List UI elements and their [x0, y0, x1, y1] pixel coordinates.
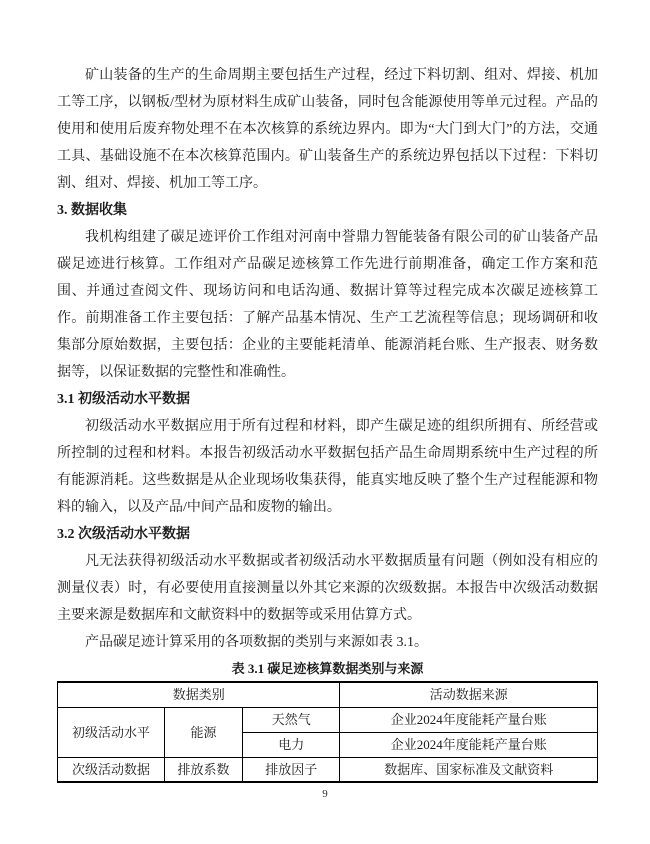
- cell-secondary-data: 次级活动数据: [58, 757, 165, 782]
- cell-primary-level: 初级活动水平: [58, 707, 165, 757]
- paragraph-table-intro: 产品碳足迹计算采用的各项数据的类别与来源如表 3.1。: [85, 635, 428, 650]
- table-header-row: [58, 682, 598, 707]
- paragraph-secondary-activity: 凡无法获得初级活动水平数据或者初级活动水平数据质量有问题（例如没有相应的测量仪表）时，有必要使用直接测量以外其它来源的次级数据。本报告中次级活动数据主要来源是数据库和文献资料中的数据等或采用估算方式。: [57, 554, 598, 623]
- cell-emission-factor: 排放因子: [243, 757, 340, 782]
- cell-emission-coefficient: 排放系数: [164, 757, 242, 782]
- heading-secondary-activity: 3.2 次级活动水平数据: [57, 527, 190, 542]
- table-caption: 表 3.1 碳足迹核算数据类别与来源: [231, 661, 424, 676]
- table-header-source: 活动数据来源: [340, 682, 598, 707]
- heading-primary-activity: 3.1 初级活动水平数据: [57, 392, 190, 407]
- page-number: 9: [322, 788, 328, 800]
- paragraph-primary-activity: 初级活动水平数据应用于所有过程和材料，即产生碳足迹的组织所拥有、所经营或所控制的过程和材料。本报告初级活动水平数据包括产品生命周期系统中生产过程的所有能源消耗。这些数据是从企业现场收集获得，能真实地反映了整个生产过程能源和物料的输入，以及产品/中间产品和废物的输出。: [57, 419, 598, 515]
- data-source-table: [57, 681, 598, 783]
- cell-electricity-source: 企业2024年度能耗产量台账: [340, 732, 598, 757]
- cell-electricity: 电力: [243, 732, 340, 757]
- cell-secondary-source: 数据库、国家标准及文献资料: [340, 757, 598, 782]
- paragraph-preparation: 我机构组建了碳足迹评价工作组对河南中誉鼎力智能装备有限公司的矿山装备产品碳足迹进行核算。工作组对产品碳足迹核算工作先进行前期准备，确定工作方案和范围、并通过查阅文件、现场访问和电话沟通、数据计算等过程完成本次碳足迹核算工作。前期准备工作主要包括：了解产品基本情况、生产工艺流程等信息；现场调研和收集部分原始数据，主要包括：企业的主要能耗清单、能源消耗台账、生产报表、财务数据等，以保证数据的完整性和准确性。: [57, 230, 598, 380]
- heading-data-collection: 3. 数据收集: [57, 203, 127, 218]
- cell-natural-gas-source: 企业2024年度能耗产量台账: [340, 707, 598, 732]
- table-header-category: 数据类别: [58, 682, 340, 707]
- table-row-secondary: [58, 757, 598, 782]
- cell-natural-gas: 天然气: [243, 707, 340, 732]
- table-row-natural-gas: [58, 707, 598, 732]
- cell-energy: 能源: [164, 707, 242, 757]
- paragraph-lifecycle: 矿山装备的生产的生命周期主要包括生产过程，经过下料切割、组对、焊接、机加工等工序，以钢板/型材为原材料生成矿山装备，同时包含能源使用等单元过程。产品的使用和使用后废弃物处理不在本次核算的系统边界内。即为“大门到大门”的方法，交通工具、基础设施不在本次核算范围内。矿山装备生产的系统边界包括以下过程：下料切割、组对、焊接、机加工等工序。: [57, 68, 598, 191]
